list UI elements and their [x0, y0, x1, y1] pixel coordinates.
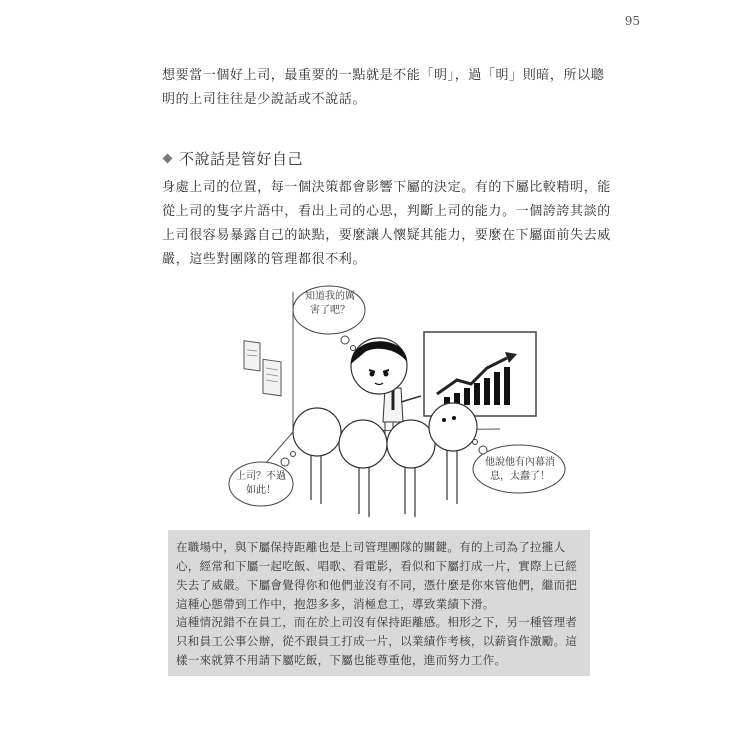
- body-paragraph: 身處上司的位置，每一個決策都會影響下屬的決定。有的下屬比較精明，能從上司的隻字片語中，看出上司的心思，判斷上司的能力。一個誇誇其談的上司很容易暴露自己的缺點，要麼讓人懷疑其能力，要麼在下屬面前失去威嚴，這些對團隊的管理都很不利。: [162, 180, 611, 267]
- bar-chart-board-icon: [424, 332, 536, 416]
- boss-speech-bubble: 知道我的厲害了吧？: [305, 291, 355, 316]
- left-employee-speech-bubble: 上司？不過如此！: [236, 471, 286, 496]
- note-paragraph-2: 這種情況錯不在員工，而在於上司沒有保持距離感。相形之下，另一種管理者只和員工公事公辦，從不跟員工打成一片，以業績作考核，以薪資作激勵。這樣一來就算不用請下屬吃飯，下屬也能尊重他，進而努力工作。: [176, 615, 578, 667]
- page-number: 95: [624, 14, 640, 28]
- section-heading-text: 不說話是管好自己: [179, 149, 304, 168]
- wall-poster-icon: [244, 341, 281, 396]
- right-employee-speech-bubble: 他說他有內幕消息，太蠢了！: [485, 457, 555, 482]
- note-paragraph-1: 在職場中，與下屬保持距離也是上司管理團隊的關鍵。有的上司為了拉攏人心，經常和下屬一起吃飯、唱歌、看電影，看似和下屬打成一片，實際上已經失去了威嚴。下屬會覺得你和他們並沒有不同，憑什麼是你來管他們，繼而把這種心態帶到工作中，抱怨多多，消極怠工，導致業績下滑。: [176, 540, 578, 611]
- intro-paragraph: 想要當一個好上司，最重要的一點就是不能「明」，過「明」則暗，所以聰明的上司往往是少說話或不說話。: [162, 68, 605, 107]
- office-illustration: [225, 282, 575, 522]
- diamond-bullet-icon: [163, 153, 173, 163]
- section-heading: [162, 148, 303, 168]
